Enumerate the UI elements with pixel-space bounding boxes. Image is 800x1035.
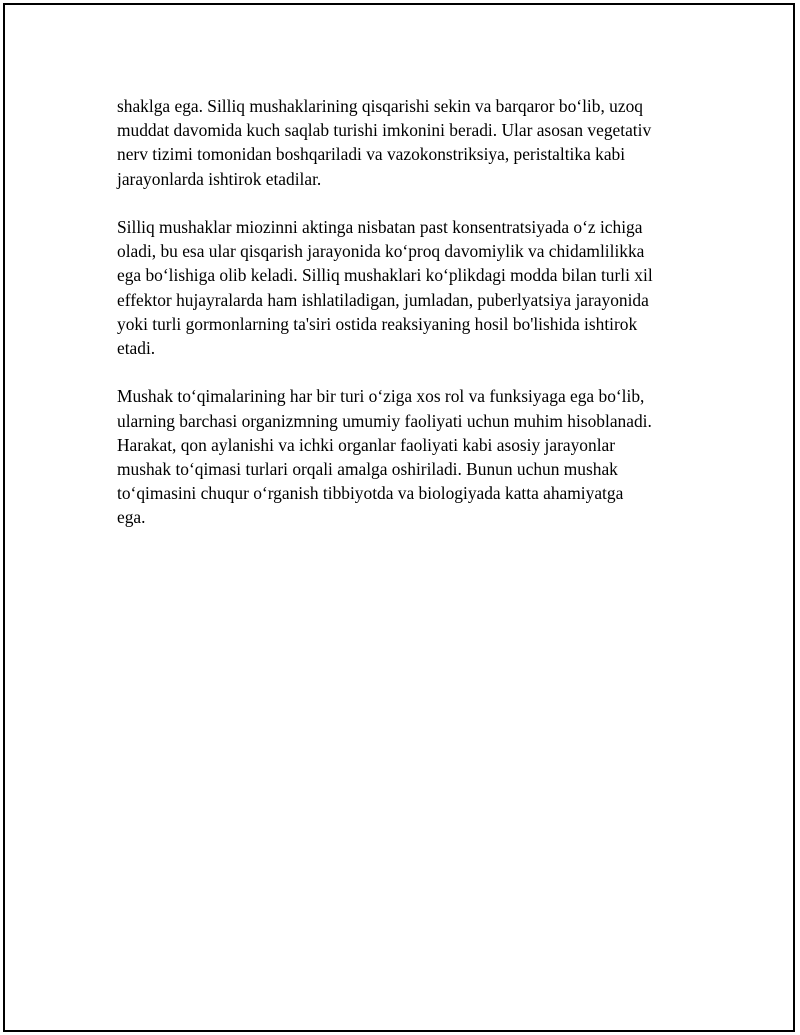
paragraph-muscle-tissue-roles: Mushak to‘qimalarining har bir turi o‘ziga xos rol va funksiyaga ega bo‘lib, ularning barchasi organizmning umumiy faoliyati uchun muhim hisoblanadi. Harakat, qon aylanishi va ichki organlar faoliyati kabi asosiy jarayonlar mushak to‘qimasi turlari orqali amalga oshiriladi. Bunun uchun mushak to‘qimasini chuqur o‘rganish tibbiyotda va biologiyada katta ahamiyatga ega. bbox=[117, 386, 652, 528]
paragraph-smooth-muscle-contraction: shaklga ega. Silliq mushaklarining qisqarishi sekin va barqaror bo‘lib, uzoq muddat davomida kuch saqlab turishi imkonini beradi. Ular asosan vegetativ nerv tizimi tomonidan boshqariladi va vazokonstriksiya, peristaltika kabi jarayonlarda ishtirok etadilar. bbox=[117, 96, 652, 189]
paragraph-smooth-muscle-myosin: Silliq mushaklar miozinni aktinga nisbatan past konsentratsiyada o‘z ichiga oladi, bu esa ular qisqarish jarayonida ko‘proq davomiylik va chidamlilikka ega bo‘lishiga olib keladi. Silliq mushaklari ko‘plikdagi modda bilan turli xil effektor hujayralarda ham ishlatiladigan, jumladan, puberlyatsiya jarayonida yoki turli gormonlarning ta'siri ostida reaksiyaning hosil bo'lishida ishtirok etadi. bbox=[117, 217, 653, 359]
document-body bbox=[117, 94, 707, 554]
